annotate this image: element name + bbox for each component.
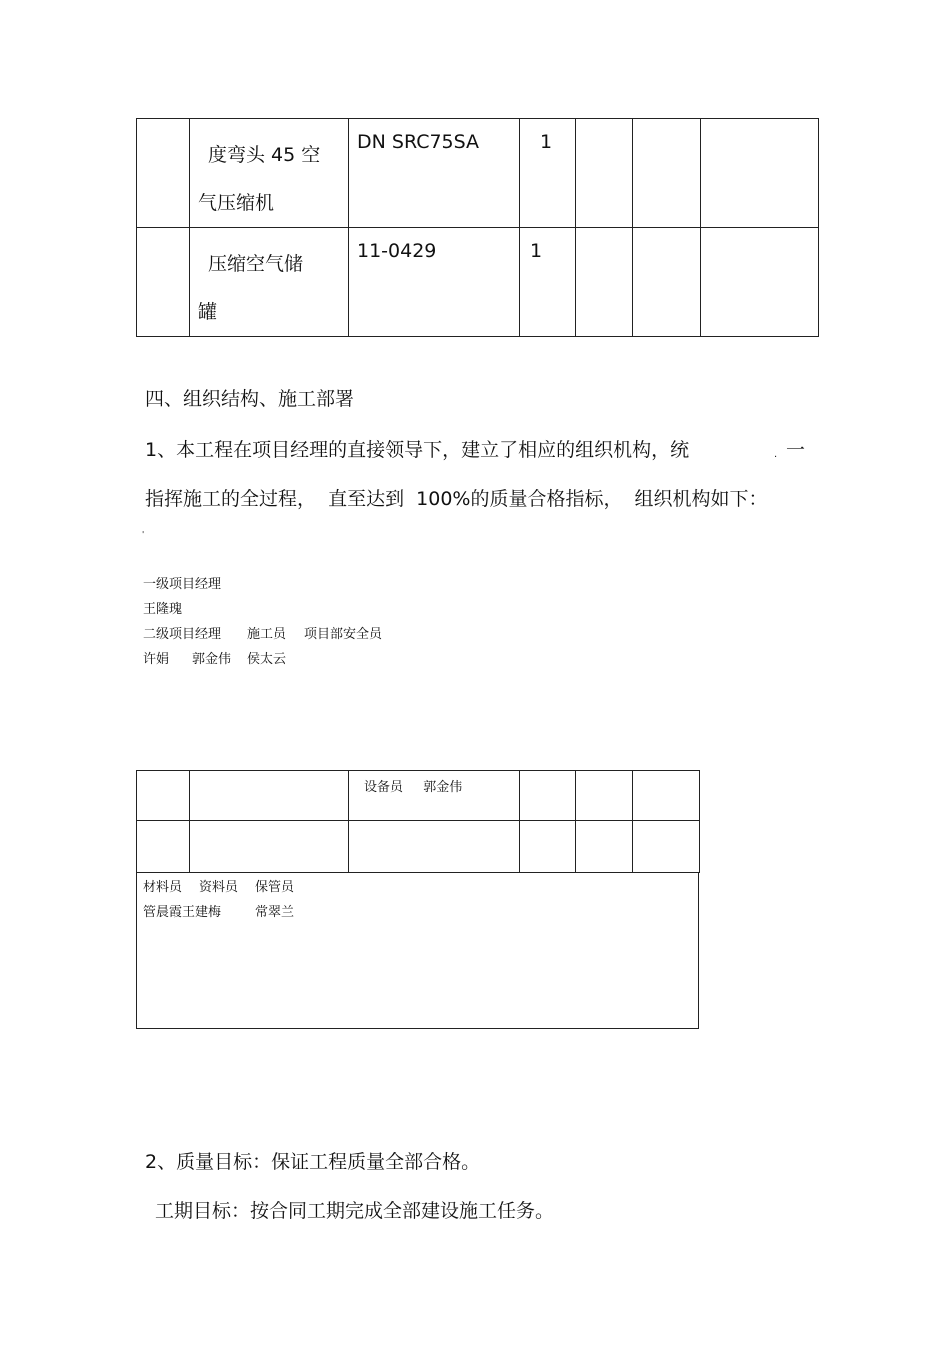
equipment-name-line2: 罐: [198, 301, 218, 323]
empty-cell: [633, 821, 700, 873]
empty-cell: [576, 821, 633, 873]
empty-cell: [576, 771, 633, 821]
empty-cell: [576, 119, 633, 228]
paragraph-line-end: 一: [786, 439, 806, 461]
empty-cell: [137, 771, 190, 821]
model-cell: [349, 228, 520, 337]
org-level2-title: 二级项目经理: [143, 627, 222, 642]
equipment-name-cell: [190, 119, 349, 228]
org-document-title: 资料员: [199, 880, 239, 895]
empty-cell: [349, 821, 520, 873]
section-heading: 四、组织结构、施工部署: [145, 388, 355, 410]
org-storage-title: 保管员: [255, 880, 295, 895]
org-table: [136, 770, 700, 873]
empty-cell: [701, 119, 819, 228]
org-storage-name: 常翠兰: [255, 905, 295, 920]
org-constructor-title: 施工员: [247, 627, 287, 642]
empty-cell: [190, 771, 349, 821]
equipment-name-line2: 气压缩机: [198, 192, 275, 214]
equipment-qty: 1: [540, 131, 553, 153]
model-cell: [349, 119, 520, 228]
table-row: [137, 771, 700, 821]
empty-cell: [633, 228, 701, 337]
table-row: [137, 228, 819, 337]
empty-cell: [520, 821, 576, 873]
equip-officer-name: 郭金伟: [423, 780, 463, 795]
table-row: [137, 119, 819, 228]
empty-cell: [633, 771, 700, 821]
equipment-model: DN SRC75SA: [357, 131, 480, 153]
quality-goal: 2、质量目标：保证工程质量全部合格。: [145, 1151, 481, 1173]
index-cell: [137, 228, 190, 337]
org-material-title: 材料员: [143, 880, 183, 895]
org-staff-names: 管晨霞王建梅: [143, 905, 222, 920]
equip-officer-cell: [349, 771, 520, 821]
equip-officer-title: 设备员: [364, 780, 404, 795]
equipment-model: 11-0429: [357, 240, 437, 262]
empty-cell: [701, 228, 819, 337]
equipment-name-cell: [190, 228, 349, 337]
empty-cell: [633, 119, 701, 228]
table-row: [137, 821, 700, 873]
dot-mark: ': [142, 530, 145, 539]
equipment-name-line1: 度弯头 45 空: [208, 144, 321, 166]
equipment-name-line1: 压缩空气储: [208, 253, 304, 275]
paragraph-line: 指挥施工的全过程， 直至达到 100%的质量合格指标， 组织机构如下：: [145, 488, 768, 510]
org-constructor-name: 郭金伟: [192, 652, 232, 667]
empty-cell: [520, 771, 576, 821]
empty-cell: [190, 821, 349, 873]
org-level2-name: 许娟: [143, 652, 170, 667]
qty-cell: [520, 228, 576, 337]
org-level1-title: 一级项目经理: [143, 577, 222, 592]
equipment-table: [136, 118, 819, 337]
org-safety-name: 侯太云: [247, 652, 287, 667]
dot-mark: .: [774, 449, 778, 460]
org-safety-title: 项目部安全员: [304, 627, 383, 642]
equipment-qty: 1: [530, 240, 543, 262]
schedule-goal: 工期目标：按合同工期完成全部建设施工任务。: [155, 1200, 555, 1222]
org-level1-name: 王隆瑰: [143, 602, 183, 617]
empty-cell: [576, 228, 633, 337]
empty-cell: [137, 821, 190, 873]
paragraph-line: 1、本工程在项目经理的直接领导下，建立了相应的组织机构，统: [145, 439, 690, 461]
org-staff-box: [136, 872, 699, 1029]
qty-cell: [520, 119, 576, 228]
index-cell: [137, 119, 190, 228]
